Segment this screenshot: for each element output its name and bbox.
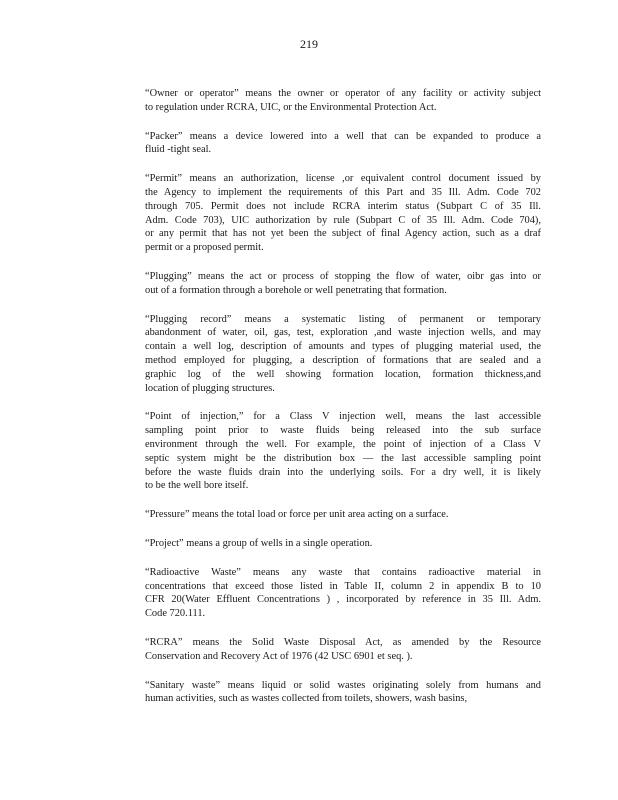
text-line: contain a well log, description of amounts and types of plugging material used, the (145, 341, 541, 353)
text-line: “Packer” means a device lowered into a well that can be expanded to produce a (145, 130, 541, 142)
text-line: graphic log of the well showing formation location, formation thickness,and (145, 368, 541, 380)
text-line: to regulation under RCRA, UIC, or the Environmental Protection Act. (145, 101, 437, 113)
text-line: to be the well bore itself. (145, 480, 249, 492)
definitions-list (145, 87, 541, 721)
definition-paragraph (145, 87, 541, 115)
definition-paragraph (145, 410, 541, 493)
text-line: “Pressure” means the total load or force per unit area acting on a surface. (145, 509, 449, 521)
text-line: “Project” means a group of wells in a single operation. (145, 537, 373, 549)
text-line: human activities, such as wastes collected from toilets, showers, wash basins, (145, 693, 468, 705)
definition-paragraph (145, 679, 541, 707)
definition-paragraph (145, 313, 541, 396)
text-line: Adm. Code 703), UIC authorization by rule (Subpart C of 35 Ill. Adm. Code 704), (145, 214, 541, 226)
text-line: “Permit” means an authorization, license ,or equivalent control document issued by (145, 173, 541, 185)
text-line: “Plugging” means the act or process of stopping the flow of water, oibr gas into or (145, 270, 541, 282)
text-line: “Radioactive Waste” means any waste that contains radioactive material in (145, 566, 541, 578)
text-line: “Plugging record” means a systematic listing of permanent or temporary (145, 313, 541, 325)
definition-paragraph (145, 172, 541, 255)
text-line: “Point of injection,” for a Class V injection well, means the last accessible (145, 411, 541, 423)
text-line: CFR 20(Water Effluent Concentrations ) , incorporated by reference in 35 Ill. Adm. (145, 594, 541, 606)
text-line: concentrations that exceed those listed in Table II, column 2 in appendix B to 10 (145, 580, 541, 592)
text-line: sampling point prior to waste fluids being released into the sub surface (145, 425, 541, 437)
text-line: Conservation and Recovery Act of 1976 (42 USC 6901 et seq. ). (145, 650, 413, 662)
definition-paragraph (145, 636, 541, 664)
text-line: the Agency to implement the requirements of this Part and 35 Ill. Adm. Code 702 (145, 186, 541, 198)
text-line: before the waste fluids drain into the underlying soils. For a dry well, it is likely (145, 466, 541, 478)
definition-paragraph (145, 130, 541, 158)
text-line: “RCRA” means the Solid Waste Disposal Act, as amended by the Resource (145, 636, 541, 648)
text-line: fluid -tight seal. (145, 144, 212, 156)
definition-paragraph (145, 566, 541, 621)
text-line: Code 720.111. (145, 608, 206, 620)
text-line: method employed for plugging, a description of formations that are sealed and a (145, 354, 541, 366)
text-line: abandonment of water, oil, gas, test, exploration ,and waste injection wells, and may (145, 327, 541, 339)
text-line: location of plugging structures. (145, 382, 275, 394)
text-line: or any permit that has not yet been the subject of final Agency action, such as a draf (145, 228, 541, 240)
text-line: permit or a proposed permit. (145, 242, 264, 254)
definition-paragraph (145, 537, 541, 551)
text-line: through 705. Permit does not include RCRA interim status (Subpart C of 35 Ill. (145, 200, 541, 212)
text-line: out of a formation through a borehole or well penetrating that formation. (145, 284, 447, 296)
text-line: “Sanitary waste” means liquid or solid wastes originating solely from humans and (145, 679, 541, 691)
page-number: 219 (300, 37, 318, 51)
text-line: environment through the well. For example, the point of injection of a Class V (145, 438, 541, 450)
text-line: “Owner or operator” means the owner or operator of any facility or activity subject (145, 88, 541, 99)
definition-paragraph (145, 270, 541, 298)
definition-paragraph (145, 508, 541, 522)
text-line: septic system might be the distribution box — the last accessible sampling point (145, 452, 541, 464)
